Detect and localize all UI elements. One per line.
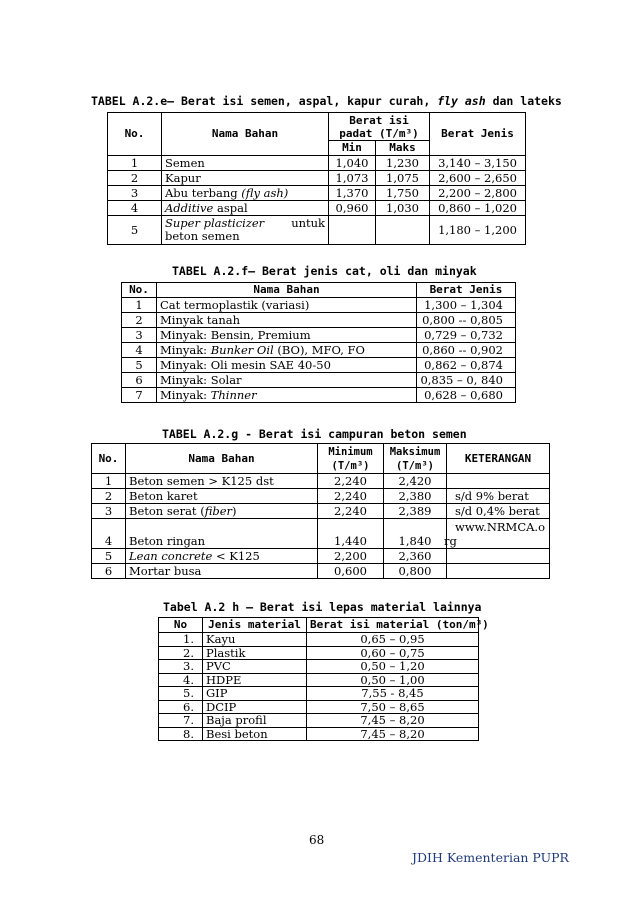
table-e-cell-no: 2 [108, 171, 162, 186]
table-g-cell-no: 6 [92, 564, 126, 579]
table-row [108, 216, 526, 245]
table-row [122, 343, 516, 358]
table-f-header-nama: Nama Bahan [157, 283, 417, 298]
table-e-cell-nama-line2: beton semen [165, 229, 240, 243]
table-e-cell-no: 1 [108, 156, 162, 171]
table-row [122, 328, 516, 343]
table-h-cell-jenis: DCIP [203, 700, 307, 714]
table-e-cell-maks: 1,750 [376, 186, 430, 201]
table-row [122, 313, 516, 328]
table-f-cell-nama-text: Minyak: Solar [160, 373, 242, 387]
table-f-cell-no: 1 [122, 298, 157, 313]
table-g-cell-nama [126, 489, 318, 504]
table-g-header-min: Minimum (T/m³) [318, 444, 384, 474]
table-f-title: TABEL A.2.f– Berat jenis cat, oli dan minyak [172, 264, 477, 278]
table-e-title-text: TABEL A.2.e– Berat isi semen, aspal, kapur curah, [91, 94, 438, 108]
table-e-cell-nama [162, 216, 329, 245]
table-f-cell-nama-text: Minyak: [160, 343, 211, 357]
table-g-cell-maks: 2,389 [384, 504, 447, 519]
table-h-header-no: No [159, 618, 203, 633]
table-g-cell-nama-italic: fiber [204, 504, 233, 518]
table-g-header-ket: KETERANGAN [447, 444, 550, 474]
table-g-cell-nama [126, 474, 318, 489]
table-f-cell-no: 5 [122, 358, 157, 373]
table-row [159, 646, 479, 660]
table-e-title-italic: fly ash [437, 94, 486, 108]
table-f-cell-nama-text: Minyak: Oli mesin SAE 40-50 [160, 358, 331, 372]
table-h-cell-jenis: HDPE [203, 673, 307, 687]
table-e-cell-nama-text: Semen [165, 156, 205, 170]
table-g-cell-maks: 0,800 [384, 564, 447, 579]
table-g-header-maks: Maksimum (T/m³) [384, 444, 447, 474]
table-g-cell-nama-text: Beton semen > K125 dst [129, 474, 274, 488]
table-row [92, 564, 550, 579]
table-h-cell-no: 3. [159, 660, 203, 674]
table-g-cell-ket [447, 564, 550, 579]
table-f-cell-nama [157, 358, 417, 373]
table-f-cell-nama [157, 313, 417, 328]
table-g-cell-nama-text: Beton serat ( [129, 504, 205, 518]
table-h-cell-jenis: Kayu [203, 633, 307, 647]
table-row [122, 388, 516, 403]
footer-source: JDIH Kementerian PUPR [412, 850, 569, 865]
table-g-cell-maks: 2,380 [384, 489, 447, 504]
table-h-cell-jenis: GIP [203, 687, 307, 701]
table-f [121, 282, 516, 403]
table-h-cell-no: 6. [159, 700, 203, 714]
table-row [108, 171, 526, 186]
table-g-header-nama: Nama Bahan [126, 444, 318, 474]
table-f-cell-bj: 0,800 -- 0,805 [417, 313, 516, 328]
table-e-cell-bj: 1,180 – 1,200 [430, 216, 526, 245]
page-number: 68 [309, 833, 325, 847]
table-e-cell-min: 1,370 [329, 186, 376, 201]
table-f-cell-bj: 0,862 – 0,874 [417, 358, 516, 373]
table-h-cell-jenis: Besi beton [203, 727, 307, 741]
table-g-cell-no: 2 [92, 489, 126, 504]
table-e-header-berat-isi: Berat isi padat (T/m³) [329, 113, 430, 141]
table-h-header-berat: Berat isi material (ton/m³) [307, 618, 479, 633]
table-g-cell-min: 2,240 [318, 489, 384, 504]
table-e-cell-no: 5 [108, 216, 162, 245]
table-e-cell-no: 3 [108, 186, 162, 201]
table-g-cell-ket [447, 474, 550, 489]
table-f-cell-nama [157, 343, 417, 358]
table-g-cell-ket [444, 519, 550, 549]
table-row [122, 298, 516, 313]
table-row [159, 727, 479, 741]
table-h-header-jenis: Jenis material [203, 618, 307, 633]
table-e-cell-nama-line1-suffix: untuk [291, 216, 325, 230]
table-e-cell-nama-text: Kapur [165, 171, 201, 185]
table-e-cell-min: 1,073 [329, 171, 376, 186]
table-row [92, 519, 550, 549]
table-f-cell-bj: 0,860 -- 0,902 [417, 343, 516, 358]
table-g-cell-maks: 2,420 [384, 474, 447, 489]
table-g-cell-no: 5 [92, 549, 126, 564]
table-g-cell-min: 0,600 [318, 564, 384, 579]
table-row [122, 358, 516, 373]
table-e-header-berat-jenis: Berat Jenis [430, 113, 526, 156]
table-e-cell-min: 1,040 [329, 156, 376, 171]
table-h [158, 617, 489, 741]
table-e-cell-bj: 0,860 – 1,020 [430, 201, 526, 216]
table-row [159, 714, 479, 728]
table-f-cell-no: 7 [122, 388, 157, 403]
table-e-cell-nama-text: Abu terbang [165, 186, 242, 200]
table-e-cell-nama-italic: Additive [165, 201, 214, 215]
table-e-cell-bj: 2,600 – 2,650 [430, 171, 526, 186]
table-row [159, 687, 479, 701]
table-e-header-no: No. [108, 113, 162, 156]
table-e-title [91, 94, 562, 108]
table-f-header-bj: Berat Jenis [417, 283, 516, 298]
table-f-cell-bj: 0,628 – 0,680 [417, 388, 516, 403]
table-g-header-no: No. [92, 444, 126, 474]
table-e-cell-bj: 3,140 – 3,150 [430, 156, 526, 171]
table-f-cell-no: 2 [122, 313, 157, 328]
table-f-cell-bj: 1,300 – 1,304 [417, 298, 516, 313]
table-g-cell-nama: Beton ringan [126, 519, 318, 549]
table-g-cell-nama [126, 549, 318, 564]
table-h-cell-jenis: PVC [203, 660, 307, 674]
table-h-cell-berat: 0,60 – 0,75 [307, 646, 479, 660]
table-g-title: TABEL A.2.g - Berat isi campuran beton semen [162, 427, 467, 441]
table-e-title-suffix: dan lateks [485, 94, 562, 108]
table-f-cell-nama [157, 373, 417, 388]
table-f-cell-no: 6 [122, 373, 157, 388]
table-g [91, 443, 550, 579]
table-f-cell-nama-italic: Bunker Oil [210, 343, 274, 357]
table-e-cell-maks [376, 216, 430, 245]
table-e-cell-nama-line1: Super plasticizer [165, 216, 265, 230]
table-g-cell-nama-italic: Lean concrete [129, 549, 213, 563]
table-row [108, 156, 526, 171]
table-h-cell-berat: 0,50 – 1,20 [307, 660, 479, 674]
table-e-cell-nama [162, 156, 329, 171]
table-e-cell-nama [162, 201, 329, 216]
table-e-header-min: Min [329, 141, 376, 156]
table-row [108, 186, 526, 201]
table-row [92, 489, 550, 504]
table-g-cell-min: 2,240 [318, 504, 384, 519]
table-g-cell-nama [126, 504, 318, 519]
table-f-cell-nama-text: Minyak tanah [160, 313, 240, 327]
table-row [108, 201, 526, 216]
table-g-cell-ket: s/d 9% berat [447, 489, 550, 504]
table-g-cell-ket-line2: rg [444, 533, 457, 548]
table-g-cell-no: 1 [92, 474, 126, 489]
table-e [107, 112, 526, 245]
table-g-cell-ket [447, 549, 550, 564]
table-h-cell-berat: 7,45 – 8,20 [307, 727, 479, 741]
table-g-cell-nama-suffix: < K125 [212, 549, 260, 563]
table-row [92, 504, 550, 519]
table-f-cell-nama-text: Cat termoplastik (variasi) [160, 298, 310, 312]
table-f-cell-nama-italic: Thinner [210, 388, 257, 402]
table-h-cell-no: 4. [159, 673, 203, 687]
table-f-header-no: No. [122, 283, 157, 298]
table-e-cell-nama [162, 171, 329, 186]
table-f-cell-nama-suffix: (BO), MFO, FO [273, 343, 365, 357]
table-row [159, 700, 479, 714]
table-e-cell-nama-suffix: aspal [213, 201, 248, 215]
table-g-cell-nama-text: Beton karet [129, 489, 198, 503]
table-row [92, 549, 550, 564]
table-e-cell-min [329, 216, 376, 245]
table-e-cell-nama [162, 186, 329, 201]
table-e-header-maks: Maks [376, 141, 430, 156]
table-h-cell-no: 2. [159, 646, 203, 660]
table-row [92, 474, 550, 489]
table-g-cell-min: 2,200 [318, 549, 384, 564]
table-g-cell-maks: 2,360 [384, 549, 447, 564]
table-h-cell-no: 7. [159, 714, 203, 728]
table-h-cell-no: 1. [159, 633, 203, 647]
table-h-cell-jenis: Plastik [203, 646, 307, 660]
table-f-cell-nama-text: Minyak: [160, 388, 211, 402]
table-f-cell-bj: 0,835 – 0, 840 [417, 373, 516, 388]
table-h-cell-no: 8. [159, 727, 203, 741]
table-h-title: Tabel A.2 h – Berat isi lepas material lainnya [163, 600, 482, 614]
table-row [159, 660, 479, 674]
table-e-cell-bj: 2,200 – 2,800 [430, 186, 526, 201]
table-e-cell-maks: 1,030 [376, 201, 430, 216]
table-e-header-nama: Nama Bahan [162, 113, 329, 156]
table-f-cell-nama [157, 328, 417, 343]
table-h-cell-jenis: Baja profil [203, 714, 307, 728]
table-f-cell-no: 3 [122, 328, 157, 343]
table-g-cell-nama-suffix: ) [232, 504, 237, 518]
table-row [159, 673, 479, 687]
table-row [159, 633, 479, 647]
table-g-cell-ket: s/d 0,4% berat [447, 504, 550, 519]
table-f-cell-nama-text: Minyak: Bensin, Premium [160, 328, 311, 342]
table-g-cell-min: 2,240 [318, 474, 384, 489]
table-f-cell-bj: 0,729 – 0,732 [417, 328, 516, 343]
table-h-cell-berat: 0,65 – 0,95 [307, 633, 479, 647]
table-f-cell-nama [157, 298, 417, 313]
table-h-cell-berat: 7,55 - 8,45 [307, 687, 479, 701]
table-g-cell-no: 3 [92, 504, 126, 519]
table-g-cell-min: 1,440 [318, 519, 384, 549]
table-f-cell-no: 4 [122, 343, 157, 358]
table-g-cell-ket-line1: www.NRMCA.o [455, 519, 546, 534]
table-g-cell-nama-text: Mortar busa [129, 564, 202, 578]
table-e-cell-min: 0,960 [329, 201, 376, 216]
table-h-cell-berat: 7,45 – 8,20 [307, 714, 479, 728]
table-e-cell-nama-italic: (fly ash) [241, 186, 289, 200]
table-g-cell-maks: 1,840 [384, 519, 447, 549]
table-f-cell-nama [157, 388, 417, 403]
table-e-cell-maks: 1,230 [376, 156, 430, 171]
table-g-cell-nama [126, 564, 318, 579]
table-g-cell-no: 4 [92, 519, 126, 549]
table-row [122, 373, 516, 388]
table-h-cell-berat: 0,50 – 1,00 [307, 673, 479, 687]
table-e-cell-no: 4 [108, 201, 162, 216]
table-h-cell-berat: 7,50 – 8,65 [307, 700, 479, 714]
table-e-cell-maks: 1,075 [376, 171, 430, 186]
table-h-cell-no: 5. [159, 687, 203, 701]
